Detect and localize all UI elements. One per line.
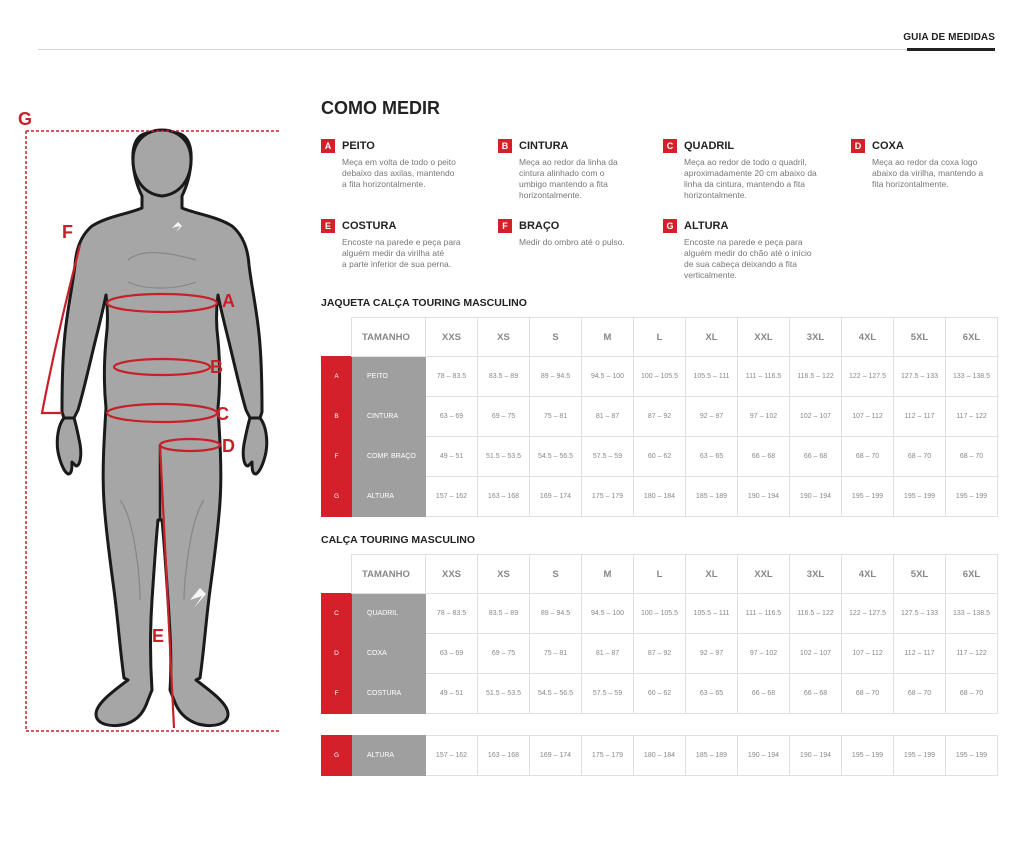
row-code-badge: F bbox=[322, 437, 352, 477]
size-value-cell: 92 – 97 bbox=[686, 397, 738, 437]
size-header-cell: XXL bbox=[738, 318, 790, 357]
size-value-cell: 63 – 69 bbox=[426, 397, 478, 437]
size-value-cell: 63 – 65 bbox=[686, 437, 738, 477]
size-value-cell: 105.5 – 111 bbox=[686, 594, 738, 634]
size-value-cell: 190 – 194 bbox=[790, 736, 842, 776]
size-value-cell: 68 – 70 bbox=[894, 674, 946, 714]
size-value-cell: 195 – 199 bbox=[842, 736, 894, 776]
size-value-cell: 102 – 107 bbox=[790, 397, 842, 437]
size-value-cell: 111 – 116.5 bbox=[738, 594, 790, 634]
measure-item-waist bbox=[498, 139, 658, 201]
row-code-badge: D bbox=[322, 634, 352, 674]
measure-name: QUADRIL bbox=[684, 140, 735, 152]
size-header-cell: L bbox=[634, 555, 686, 594]
measure-letter-badge: D bbox=[851, 139, 865, 153]
size-value-cell: 195 – 199 bbox=[894, 477, 946, 517]
row-measure-name: PEITO bbox=[352, 357, 426, 397]
measure-item-hip bbox=[663, 139, 833, 201]
size-value-cell: 66 – 68 bbox=[738, 674, 790, 714]
measure-letter-badge: F bbox=[498, 219, 512, 233]
measure-item-thigh bbox=[851, 139, 1001, 190]
row-measure-name: COMP. BRAÇO bbox=[352, 437, 426, 477]
size-value-cell: 75 – 81 bbox=[530, 634, 582, 674]
table-row bbox=[322, 674, 998, 714]
head bbox=[133, 130, 191, 196]
measure-name: ALTURA bbox=[684, 220, 729, 232]
table-row bbox=[322, 736, 998, 776]
row-measure-name: ALTURA bbox=[352, 736, 426, 776]
measure-name: CINTURA bbox=[519, 140, 569, 152]
size-value-cell: 107 – 112 bbox=[842, 397, 894, 437]
table-row bbox=[322, 594, 998, 634]
size-value-cell: 49 – 51 bbox=[426, 674, 478, 714]
row-measure-name: ALTURA bbox=[352, 477, 426, 517]
size-header-cell: L bbox=[634, 318, 686, 357]
table-header-row bbox=[322, 318, 998, 357]
size-value-cell: 78 – 83.5 bbox=[426, 594, 478, 634]
size-value-cell: 112 – 117 bbox=[894, 634, 946, 674]
size-value-cell: 54.5 – 56.5 bbox=[530, 437, 582, 477]
table2-title: CALÇA TOURING MASCULINO bbox=[321, 534, 475, 546]
size-header-cell: 5XL bbox=[894, 555, 946, 594]
size-value-cell: 94.5 – 100 bbox=[582, 594, 634, 634]
size-value-cell: 94.5 – 100 bbox=[582, 357, 634, 397]
size-value-cell: 68 – 70 bbox=[842, 437, 894, 477]
size-label-header: TAMANHO bbox=[352, 318, 426, 357]
size-header-cell: 3XL bbox=[790, 555, 842, 594]
measure-description: Meça em volta de todo o peito debaixo das axilas, mantendo a fita horizontalmente. bbox=[342, 157, 456, 189]
size-header-cell: XXS bbox=[426, 555, 478, 594]
figure-label-d: D bbox=[222, 436, 235, 456]
size-value-cell: 117 – 122 bbox=[946, 634, 998, 674]
size-header-cell: XL bbox=[686, 555, 738, 594]
size-value-cell: 116.5 – 122 bbox=[790, 594, 842, 634]
table-row bbox=[322, 397, 998, 437]
size-value-cell: 81 – 87 bbox=[582, 634, 634, 674]
size-value-cell: 66 – 68 bbox=[790, 674, 842, 714]
size-header-cell: XXS bbox=[426, 318, 478, 357]
size-value-cell: 180 – 184 bbox=[634, 736, 686, 776]
row-code-badge: B bbox=[322, 397, 352, 437]
row-code-badge: C bbox=[322, 594, 352, 634]
header-spacer bbox=[322, 555, 352, 594]
size-value-cell: 116.5 – 122 bbox=[790, 357, 842, 397]
size-value-cell: 180 – 184 bbox=[634, 477, 686, 517]
size-header-cell: 4XL bbox=[842, 555, 894, 594]
header-spacer bbox=[322, 318, 352, 357]
size-value-cell: 57.5 – 59 bbox=[582, 437, 634, 477]
measure-description: Meça ao redor da linha da cintura alinhado com o umbigo mantendo a fita horizontalmente. bbox=[519, 157, 618, 200]
size-value-cell: 100 – 105.5 bbox=[634, 594, 686, 634]
figure-label-b: B bbox=[210, 357, 223, 377]
size-value-cell: 133 – 138.5 bbox=[946, 357, 998, 397]
size-value-cell: 185 – 189 bbox=[686, 736, 738, 776]
measure-description: Encoste na parede e peça para alguém medir do chão até o início de sua cabeça deixando a fita verticalmente. bbox=[684, 237, 812, 280]
size-header-cell: S bbox=[530, 555, 582, 594]
size-value-cell: 157 – 162 bbox=[426, 477, 478, 517]
measure-description: Medir do ombro até o pulso. bbox=[519, 237, 625, 247]
size-value-cell: 68 – 70 bbox=[946, 437, 998, 477]
size-value-cell: 195 – 199 bbox=[842, 477, 894, 517]
height-size-table bbox=[321, 735, 998, 776]
left-hand bbox=[57, 418, 81, 474]
measure-description: Encoste na parede e peça para alguém medir da virilha até a parte inferior de sua perna. bbox=[342, 237, 461, 269]
size-value-cell: 175 – 179 bbox=[582, 477, 634, 517]
body-measurement-figure bbox=[0, 100, 300, 750]
figure-label-a: A bbox=[222, 291, 235, 311]
size-header-cell: 5XL bbox=[894, 318, 946, 357]
size-value-cell: 51.5 – 53.5 bbox=[478, 437, 530, 477]
row-measure-name: CINTURA bbox=[352, 397, 426, 437]
size-value-cell: 68 – 70 bbox=[946, 674, 998, 714]
measure-letter-badge: E bbox=[321, 219, 335, 233]
size-value-cell: 127.5 – 133 bbox=[894, 357, 946, 397]
size-value-cell: 105.5 – 111 bbox=[686, 357, 738, 397]
row-code-badge: G bbox=[322, 736, 352, 776]
size-value-cell: 195 – 199 bbox=[894, 736, 946, 776]
size-value-cell: 68 – 70 bbox=[842, 674, 894, 714]
jacket-size-table bbox=[321, 317, 998, 517]
measure-item-inseam bbox=[321, 219, 481, 270]
measure-letter-badge: G bbox=[663, 219, 677, 233]
size-value-cell: 60 – 62 bbox=[634, 437, 686, 477]
size-value-cell: 133 – 138.5 bbox=[946, 594, 998, 634]
size-value-cell: 195 – 199 bbox=[946, 477, 998, 517]
measure-item-chest bbox=[321, 139, 481, 190]
measure-name: COXA bbox=[872, 140, 904, 152]
row-code-badge: G bbox=[322, 477, 352, 517]
size-value-cell: 157 – 162 bbox=[426, 736, 478, 776]
size-value-cell: 87 – 92 bbox=[634, 397, 686, 437]
table-header-row bbox=[322, 555, 998, 594]
size-value-cell: 175 – 179 bbox=[582, 736, 634, 776]
table-row bbox=[322, 357, 998, 397]
size-value-cell: 63 – 65 bbox=[686, 674, 738, 714]
size-header-cell: S bbox=[530, 318, 582, 357]
size-value-cell: 190 – 194 bbox=[738, 736, 790, 776]
table1-title: JAQUETA CALÇA TOURING MASCULINO bbox=[321, 297, 527, 309]
figure-label-e: E bbox=[152, 626, 165, 646]
table-row bbox=[322, 477, 998, 517]
size-value-cell: 57.5 – 59 bbox=[582, 674, 634, 714]
size-header-cell: XS bbox=[478, 555, 530, 594]
size-value-cell: 66 – 68 bbox=[790, 437, 842, 477]
size-value-cell: 68 – 70 bbox=[894, 437, 946, 477]
measure-name: BRAÇO bbox=[519, 220, 560, 232]
table-row bbox=[322, 634, 998, 674]
size-value-cell: 97 – 102 bbox=[738, 397, 790, 437]
size-value-cell: 63 – 69 bbox=[426, 634, 478, 674]
size-header-cell: XXL bbox=[738, 555, 790, 594]
size-value-cell: 195 – 199 bbox=[946, 736, 998, 776]
size-header-cell: 6XL bbox=[946, 555, 998, 594]
size-value-cell: 190 – 194 bbox=[738, 477, 790, 517]
size-value-cell: 185 – 189 bbox=[686, 477, 738, 517]
size-value-cell: 87 – 92 bbox=[634, 634, 686, 674]
header-divider bbox=[38, 49, 995, 50]
size-value-cell: 163 – 168 bbox=[478, 477, 530, 517]
size-value-cell: 122 – 127.5 bbox=[842, 594, 894, 634]
size-header-cell: 3XL bbox=[790, 318, 842, 357]
size-value-cell: 163 – 168 bbox=[478, 736, 530, 776]
measure-name: PEITO bbox=[342, 140, 375, 152]
measure-letter-badge: B bbox=[498, 139, 512, 153]
tab-size-guide[interactable]: GUIA DE MEDIDAS bbox=[903, 32, 995, 43]
tab-active-indicator bbox=[907, 48, 995, 51]
size-value-cell: 112 – 117 bbox=[894, 397, 946, 437]
size-label-header: TAMANHO bbox=[352, 555, 426, 594]
row-code-badge: F bbox=[322, 674, 352, 714]
size-header-cell: 6XL bbox=[946, 318, 998, 357]
size-value-cell: 75 – 81 bbox=[530, 397, 582, 437]
size-value-cell: 111 – 116.5 bbox=[738, 357, 790, 397]
size-value-cell: 107 – 112 bbox=[842, 634, 894, 674]
size-value-cell: 102 – 107 bbox=[790, 634, 842, 674]
measure-item-arm bbox=[498, 219, 658, 248]
size-value-cell: 169 – 174 bbox=[530, 477, 582, 517]
size-header-cell: XS bbox=[478, 318, 530, 357]
size-value-cell: 69 – 75 bbox=[478, 634, 530, 674]
how-to-measure-title: COMO MEDIR bbox=[321, 98, 440, 118]
size-value-cell: 89 – 94.5 bbox=[530, 594, 582, 634]
figure-label-c: C bbox=[216, 404, 229, 424]
row-measure-name: COXA bbox=[352, 634, 426, 674]
measure-description: Meça ao redor de todo o quadril, aproximadamente 20 cm abaixo da linha da cintura, mantendo a fita horizontalmente. bbox=[684, 157, 817, 200]
size-header-cell: 4XL bbox=[842, 318, 894, 357]
size-value-cell: 69 – 75 bbox=[478, 397, 530, 437]
size-value-cell: 54.5 – 56.5 bbox=[530, 674, 582, 714]
size-value-cell: 190 – 194 bbox=[790, 477, 842, 517]
size-value-cell: 97 – 102 bbox=[738, 634, 790, 674]
size-value-cell: 127.5 – 133 bbox=[894, 594, 946, 634]
size-value-cell: 122 – 127.5 bbox=[842, 357, 894, 397]
size-value-cell: 83.5 – 89 bbox=[478, 357, 530, 397]
size-header-cell: M bbox=[582, 318, 634, 357]
size-value-cell: 66 – 68 bbox=[738, 437, 790, 477]
row-code-badge: A bbox=[322, 357, 352, 397]
measure-letter-badge: A bbox=[321, 139, 335, 153]
size-value-cell: 117 – 122 bbox=[946, 397, 998, 437]
measure-item-height bbox=[663, 219, 833, 281]
size-value-cell: 169 – 174 bbox=[530, 736, 582, 776]
row-measure-name: COSTURA bbox=[352, 674, 426, 714]
measure-name: COSTURA bbox=[342, 220, 397, 232]
table-row bbox=[322, 437, 998, 477]
figure-label-g: G bbox=[18, 109, 33, 129]
size-value-cell: 89 – 94.5 bbox=[530, 357, 582, 397]
figure-label-f: F bbox=[62, 222, 73, 242]
size-value-cell: 100 – 105.5 bbox=[634, 357, 686, 397]
size-header-cell: M bbox=[582, 555, 634, 594]
row-measure-name: QUADRIL bbox=[352, 594, 426, 634]
size-value-cell: 92 – 97 bbox=[686, 634, 738, 674]
size-value-cell: 49 – 51 bbox=[426, 437, 478, 477]
right-hand bbox=[243, 418, 267, 474]
size-value-cell: 81 – 87 bbox=[582, 397, 634, 437]
measure-letter-badge: C bbox=[663, 139, 677, 153]
pants-size-table bbox=[321, 554, 998, 714]
measure-description: Meça ao redor da coxa logo abaixo da virilha, mantendo a fita horizontalmente. bbox=[872, 157, 984, 189]
size-value-cell: 83.5 – 89 bbox=[478, 594, 530, 634]
size-value-cell: 60 – 62 bbox=[634, 674, 686, 714]
size-value-cell: 51.5 – 53.5 bbox=[478, 674, 530, 714]
size-header-cell: XL bbox=[686, 318, 738, 357]
size-value-cell: 78 – 83.5 bbox=[426, 357, 478, 397]
